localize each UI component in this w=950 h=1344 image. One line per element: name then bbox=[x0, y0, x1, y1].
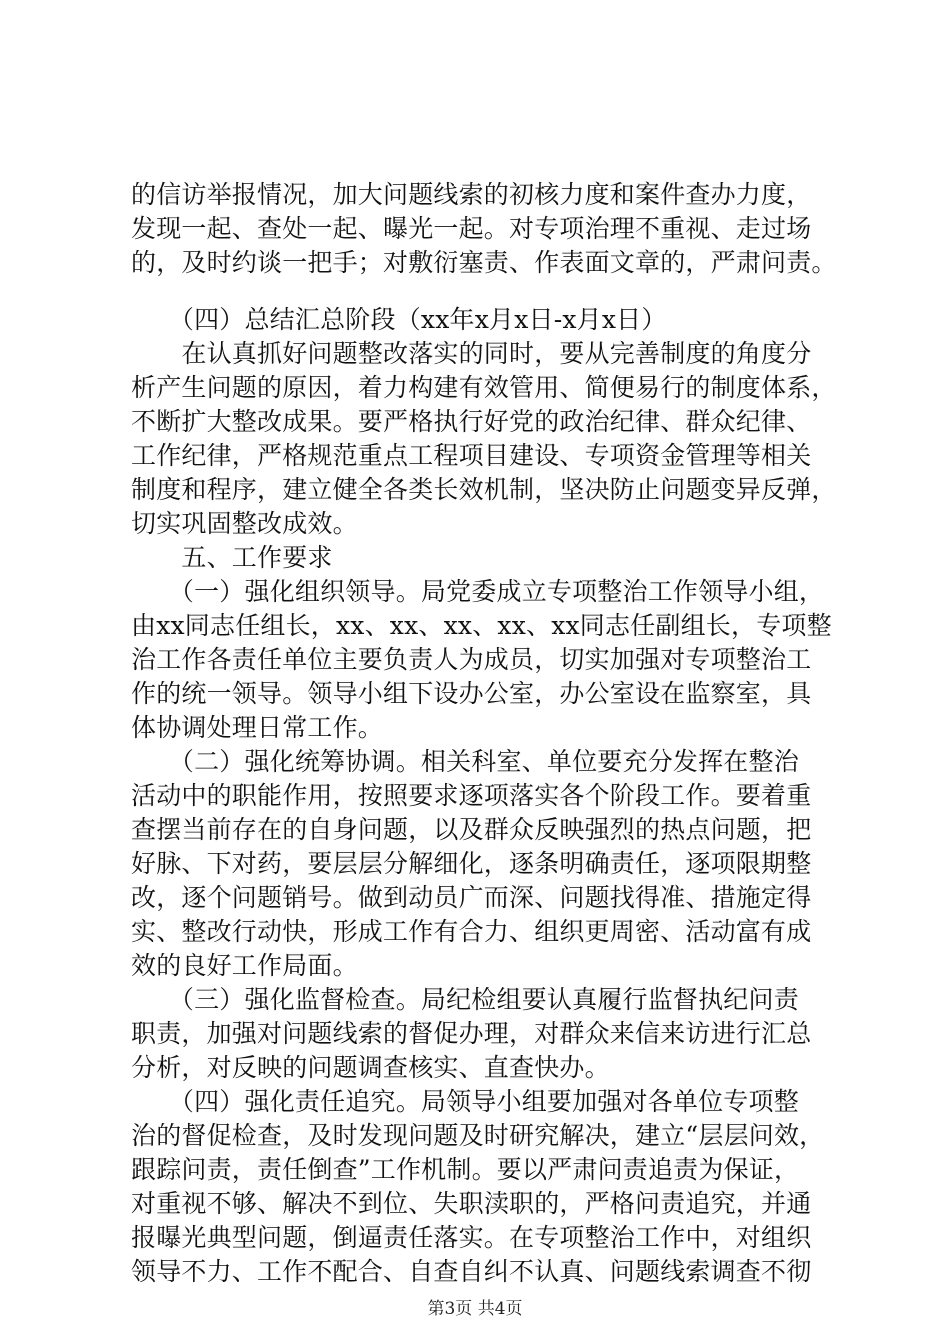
text-line: 查摆当前存在的自身问题，以及群众反映强烈的热点问题，把 bbox=[131, 815, 812, 844]
text-line: 不断扩大整改成果。要严格执行好党的政治纪律、群众纪律、 bbox=[131, 407, 812, 436]
text-line: （三）强化监督检查。局纪检组要认真履行监督执纪问责 bbox=[131, 985, 799, 1014]
text-line: 制度和程序，建立健全各类长效机制，坚决防止问题变异反弹， bbox=[131, 475, 837, 504]
text-line: （四）强化责任追究。局领导小组要加强对各单位专项整 bbox=[131, 1087, 799, 1116]
text-line: 由xx同志任组长，xx、xx、xx、xx、xx同志任副组长，专项整 bbox=[131, 611, 832, 640]
text-line: 体协调处理日常工作。 bbox=[131, 713, 384, 742]
text-line: 的，及时约谈一把手；对敷衍塞责、作表面文章的，严肃问责。 bbox=[131, 248, 837, 277]
text-line: 跟踪问责，责任倒查”工作机制。要以严肃问责追责为保证， bbox=[131, 1155, 800, 1184]
text-line: 改，逐个问题销号。做到动员广而深、问题找得准、措施定得 bbox=[131, 883, 812, 912]
text-line: （二）强化统筹协调。相关科室、单位要充分发挥在整治 bbox=[131, 747, 799, 776]
text-line: 作的统一领导。领导小组下设办公室，办公室设在监察室，具 bbox=[131, 679, 812, 708]
text-line: 实、整改行动快，形成工作有合力、组织更周密、活动富有成 bbox=[131, 917, 812, 946]
text-line: 治的督促检查，及时发现问题及时研究解决，建立“层层问效， bbox=[131, 1121, 825, 1150]
section-heading: 五、工作要求 bbox=[131, 543, 333, 572]
text-line: 治工作各责任单位主要负责人为成员，切实加强对专项整治工 bbox=[131, 645, 812, 674]
text-line: 在认真抓好问题整改落实的同时，要从完善制度的角度分 bbox=[131, 339, 812, 368]
text-line: 发现一起、查处一起、曝光一起。对专项治理不重视、走过场 bbox=[131, 214, 812, 243]
text-line: 工作纪律，严格规范重点工程项目建设、专项资金管理等相关 bbox=[131, 441, 812, 470]
text-line: 切实巩固整改成效。 bbox=[131, 509, 358, 538]
text-line: 析产生问题的原因，着力构建有效管用、简便易行的制度体系， bbox=[131, 373, 837, 402]
text-line: 职责，加强对问题线索的督促办理，对群众来信来访进行汇总 bbox=[131, 1019, 812, 1048]
text-line: 分析，对反映的问题调查核实、直查快办。 bbox=[131, 1053, 610, 1082]
page-number: 第3页 共4页 bbox=[427, 1299, 523, 1319]
text-line: 的信访举报情况，加大问题线索的初核力度和案件查办力度， bbox=[131, 180, 812, 209]
text-line: 效的良好工作局面。 bbox=[131, 951, 358, 980]
text-line: （一）强化组织领导。局党委成立专项整治工作领导小组， bbox=[131, 577, 825, 606]
text-line: 报曝光典型问题，倒逼责任落实。在专项整治工作中，对组织 bbox=[131, 1223, 812, 1252]
text-line: 对重视不够、解决不到位、失职渎职的，严格问责追究，并通 bbox=[131, 1189, 812, 1218]
text-line: 好脉、下对药，要层层分解细化，逐条明确责任，逐项限期整 bbox=[131, 849, 812, 878]
section-heading: （四）总结汇总阶段（xx年x月x日-x月x日） bbox=[131, 305, 667, 334]
text-line: 领导不力、工作不配合、自查自纠不认真、问题线索调查不彻 bbox=[131, 1257, 812, 1286]
text-line: 活动中的职能作用，按照要求逐项落实各个阶段工作。要着重 bbox=[131, 781, 812, 810]
